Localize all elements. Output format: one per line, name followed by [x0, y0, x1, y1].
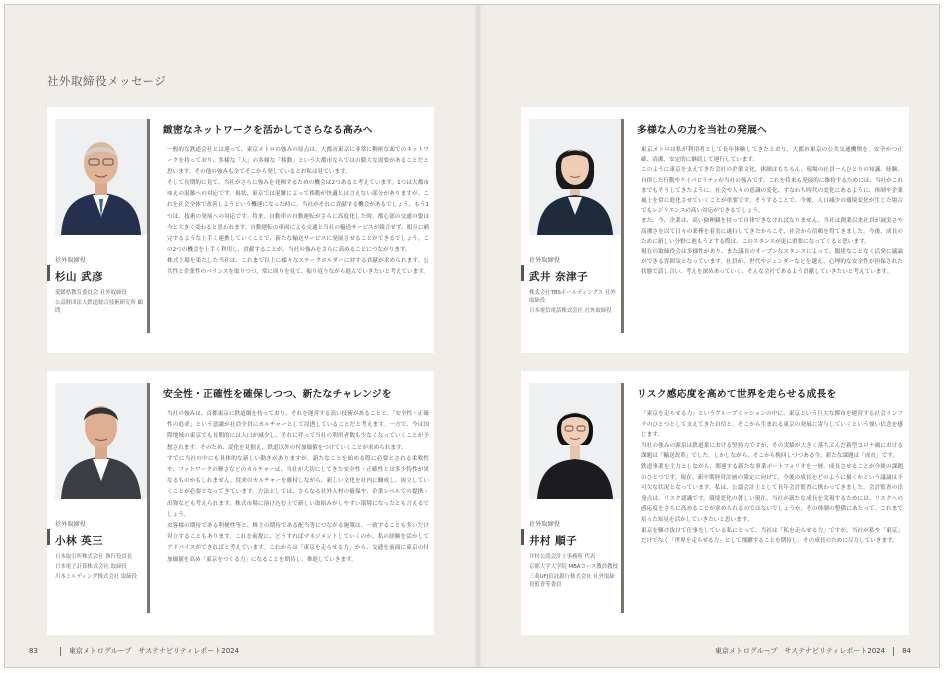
- paragraph: 東京メトロは私が利用者として長年体験してきたとおり、大都市東京の公共交通機関を、安全かつ正確、清潔、安定的に継続して運行しています。: [641, 147, 903, 164]
- portrait-photo: [55, 119, 147, 235]
- paragraph: このように東京を支えてきた会社の企業文化、体制はもちろん、現場の社員一人ひとりの知識、経験、自律した行動やケイパビリティが当社の強みです。これを将来も発展的に維持するためには、当社がこれまでもそうしてきたように、社会や人々の意識の変化、すなわち時代の変化にあるように、体制や企業風土を常に進化させていくことが重要です。そうすることで、今後、人口減少の環境変化が生じた場合でもレジリエンスの高い対応ができるでしょう。: [641, 167, 903, 215]
- page-gutter: [474, 5, 482, 667]
- message-body: [641, 145, 903, 278]
- director-name: 井村 順子: [529, 535, 578, 547]
- role-label: 社外取締役: [529, 257, 560, 264]
- affiliation-line: 川本ミルディング株式会社 取締役: [55, 574, 138, 580]
- paragraph: すでに当社の中にも具体的な新しい動きがありますが、新たなことを始める際に必要とされる柔軟性や、フットワークの軽さなどのカルチャーは、当社が大切にしてきた安全性・正確性とは多少特性が異なるものかもしれません。従来のカルチャーを維持しながら、新しい文化を社内に醸成し、両立していくことが必要となってきています。方法としては、さらなる社外人材の確保や、企業レベルでの提携・出資なども考えられます。株式市場に溶け込む上で新しい取組みがしやすい環境になったとも言えるでしょう。: [167, 455, 429, 518]
- name-marker: [47, 529, 50, 545]
- role-label: 社外取締役: [529, 521, 560, 528]
- affiliations: [55, 553, 145, 583]
- affiliations: [529, 289, 619, 317]
- message-body: [167, 145, 429, 278]
- section-title: 社外取締役メッセージ: [47, 74, 167, 88]
- director-card-takei: [521, 107, 909, 353]
- footer-divider: [60, 647, 61, 656]
- affiliation-line: 株式会社TBSホールディングス 社外取締役: [529, 290, 616, 304]
- affiliations: [55, 289, 145, 317]
- director-card-imura: [521, 371, 909, 635]
- message-body: [167, 409, 429, 566]
- role-label: 社外取締役: [55, 257, 86, 264]
- director-card-sugiyama: [47, 107, 434, 353]
- affiliation-line: 井村公認会計士事務所 代表: [529, 554, 596, 560]
- portrait-photo: [529, 119, 621, 235]
- paragraph: 当社の強みは、首都東京に鉄道網を持っており、それを運営する高い技術があることと、「安全性・正確性の追求」という意識が社員全員にカルチャーとして浸透していることだと考えます。一方で、今は国際地域の東京でも長期的には人口が減少し、それに伴って当社の利用者数も少なくなっていくことが予想されます。そのため、変化を見据え、鉄道以外の付加価値をつけていくことが求められます。: [167, 411, 429, 451]
- affiliation-line: 公益財団法人鉄道総合技術研究所 顧問: [55, 300, 143, 314]
- director-card-kobayashi: [47, 371, 434, 635]
- accent-rule: [147, 119, 150, 333]
- affiliation-line: 京都大学大学院 MBAコース教員教授: [529, 564, 618, 570]
- message-body: [641, 409, 903, 547]
- accent-rule: [147, 383, 150, 613]
- director-name: 小林 英三: [55, 535, 104, 547]
- affiliations: [529, 553, 619, 591]
- message-heading: 緻密なネットワークを活かしてさらなる高みへ: [163, 125, 373, 136]
- portrait-photo: [529, 383, 621, 499]
- paragraph: 「東京を走らせる力」というグループミッションの中に、東京という巨大な都市を運営する社会インフラのひとつとして支えてきた自信と、そこから生まれる東京の発展に寄与していくという強い信念を感じます。: [641, 411, 903, 439]
- director-name: 杉山 武彦: [55, 271, 104, 283]
- role-label: 社外取締役: [55, 521, 86, 528]
- name-marker: [47, 265, 50, 281]
- paragraph: 鉄道事業を主力としながら、関連する新たな事業ポートフォリオを一層、成長させることが今後の課題のひとつです。現在、新中期経営計画の策定に向けて、今後の成長をどのように描くかという議論は不可欠な状況となっています。私は、公認会計士として長年会計監査に携わってきました。会計監査の出発点は、リスク認識です。環境変化の著しい現在、当社が新たな成長を実現するためには、リスクへの感応度をさらに高めることが求められるのではないでしょうか。その体制の整備にあたって、これまで培った知見を活かしていきたいと思います。: [641, 463, 903, 523]
- affiliation-line: 愛媛県教育委員会 社外取締役: [55, 290, 127, 296]
- page-number: 84: [902, 647, 911, 655]
- name-marker: [521, 529, 524, 545]
- portrait-illustration: [529, 383, 621, 499]
- footer-left: [29, 646, 239, 656]
- paragraph: そして長期的に見て、当社がさらに強みを発揮するための機会は2つあると考えています。1つは大都市ゆえの混雑への対応です。現状、東京では混雑によって移動が快適とは言えない部分がありますが、これを社会全体で改善しようという機運になった時に、当社がそれに貢献する機会があるでしょう。もう1つは、技術の発展への対応です。将来、自動車の自動運転がさらに高度化した時、都心部の交通の姿は今と大きく変わると思われます。自動運転の車両による交通と当社の輸送サービスが競合せず、相互に補完するような上手く連携していくことで、新たな輸送サービスに発展させることができるでしょう。この2つの機会を上手く利用し、貢献することが、当社の強みをさらに高めることにつながります。: [167, 180, 430, 253]
- footer-right: [715, 646, 911, 656]
- affiliation-line: 日本取引所株式会社 執行役員長: [55, 554, 133, 560]
- paragraph: また、今、企業は、高い倫理観を持って自律できなければなりません。当社は創業以来社員が誠実さや高潔さを以て日々の業務を着実に遂行してきたからこそ、社会から信頼を得てきました。今後、成長のために新しい分野に進もうとする際は、このスタンスが更に重要になってくると思います。: [641, 218, 903, 245]
- director-name: 武井 奈津子: [529, 271, 589, 283]
- paragraph: 東京を駆け抜けて仕事をしている私にとって、当社は「私を走らせる力」ですが、当社が私や「東京」だけでなく「世界を走らせる力」として飛躍することを期待し、その成長のために尽力していきます。: [641, 527, 903, 545]
- report-title: 東京メトログループ サステナビリティレポート2024: [714, 647, 886, 655]
- portrait-illustration: [55, 383, 147, 499]
- affiliation-line: 日本電子計算株式会社 取締役: [55, 564, 127, 570]
- footer-divider: [893, 647, 894, 656]
- accent-rule: [621, 119, 624, 333]
- portrait-illustration: [529, 119, 621, 235]
- name-marker: [521, 265, 524, 281]
- affiliation-line: 日本電信電話株式会社 社外取締役: [529, 308, 612, 314]
- paragraph: 現在の取締役会は多様性があり、また議長のオープンなスタンスによって、闊達なことなく活発に議論ができる雰囲気となっています。社員が、世代やジェンダーなどを越え、心理的な安全性が担保された状態で話し合い、考えを深めあっていく、そんな会社であるよう貢献していきたいと考えています。: [641, 249, 903, 276]
- report-title: 東京メトログループ サステナビリティレポート2024: [68, 647, 240, 655]
- portrait-illustration: [55, 119, 147, 235]
- page-number: 83: [29, 647, 38, 655]
- paragraph: 一般的な鉄道会社とは違って、東京メトロの強みの原点は、大都市東京に非常に稠密な面でのネットワークを持っており、多様な「人」の多様な「移動」という大都市ならではの膨大な需要があることだと思います。その他の強みも全てそこから発しているとお私は見ています。: [167, 147, 429, 176]
- affiliation-line: 三菱UFJ信託銀行株式会社 社外取締役監査等委員: [529, 574, 615, 588]
- message-heading: 多様な人の力を当社の発展へ: [637, 125, 767, 136]
- accent-rule: [621, 383, 624, 613]
- report-spread: [4, 4, 940, 668]
- paragraph: 当社の強みの源泉は鉄道業における堅持力ですが、その実績が大きく落ちぶんだ新型コロナ禍における課題は「輸送改革」でした。しかしながら、そこから挽回しつつある今、新たな課題は「成長」です。: [641, 442, 903, 460]
- paragraph: 株式上場を果たした当社は、これまで以上に様々なステークホルダーに対する貢献が求められます。公共性と企業性のバランスを取りつつ、常に周りを見て、振り返りながら進んでいきたいと考えています。: [167, 257, 429, 276]
- message-heading: 安全性・正確性を確保しつつ、新たなチャレンジを: [163, 389, 392, 400]
- paragraph: お客様の期待である利便性等と、株主の期待である配当等につながる施策は、一致することも多いだけ対立することもあります。これを前提に、どうすればマネジメントしていくのか、私の経験を活かしてアドバイスができればと考えています。これからは「東京を走らせる力」から、交通を前面に東京の付加価値を高め「東京をつくる力」になることを期待し、推進していきます。: [167, 523, 429, 563]
- message-heading: リスク感応度を高めて世界を走らせる成長を: [637, 389, 837, 400]
- portrait-photo: [55, 383, 147, 499]
